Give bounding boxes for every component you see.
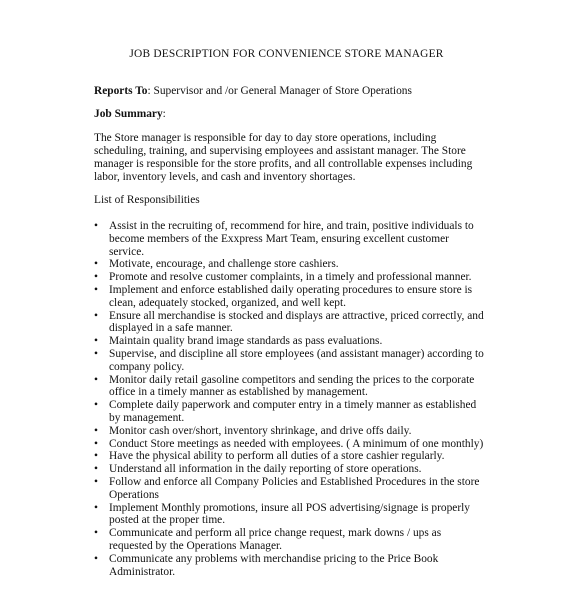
responsibility-text: Monitor daily retail gasoline competitors and sending the prices to the corporate office in a timely manner as established by management. (109, 373, 475, 399)
bullet-icon: • (94, 258, 98, 271)
bullet-icon: • (94, 335, 98, 348)
responsibility-text: Maintain quality brand image standards as pass evaluations. (109, 335, 383, 348)
responsibility-text: Implement Monthly promotions, insure all POS advertising/signage is properly posted at the proper time. (109, 501, 470, 527)
responsibility-item (94, 425, 484, 438)
bullet-icon: • (94, 399, 98, 412)
responsibility-item (94, 335, 484, 348)
bullet-icon: • (94, 373, 98, 386)
responsibility-text: Communicate and perform all price change request, mark downs / ups as requested by the Operations Manager. (109, 527, 442, 552)
responsibility-text: Have the physical ability to perform all duties of a store cashier regularly. (109, 450, 445, 463)
bullet-icon: • (94, 450, 98, 463)
responsibility-item (94, 450, 484, 463)
bullet-icon: • (94, 347, 98, 360)
responsibility-text: Follow and enforce all Company Policies and Established Procedures in the store Operations (109, 475, 480, 501)
responsibility-text: Complete daily paperwork and computer entry in a timely manner as established by management. (109, 399, 477, 424)
document-title: JOB DESCRIPTION FOR CONVENIENCE STORE MANAGER (129, 48, 444, 60)
bullet-icon: • (94, 424, 98, 437)
bullet-icon: • (94, 475, 98, 488)
responsibility-text: Supervise, and discipline all store employees (and assistant manager) according to company policy. (109, 347, 484, 373)
reports-to-label: Reports To (94, 85, 148, 97)
responsibility-text: Implement and enforce established daily operating procedures to ensure store is clean, adequately stocked, organized, and well kept. (109, 283, 473, 309)
job-summary-colon: : (162, 108, 166, 120)
responsibilities-heading: List of Responsibilities (94, 194, 200, 206)
responsibility-item (94, 553, 484, 579)
responsibility-item (94, 271, 484, 284)
responsibility-text: Communicate any problems with merchandise pricing to the Price Book Administrator. (109, 552, 439, 578)
responsibility-text: Monitor cash over/short, inventory shrinkage, and drive offs daily. (109, 424, 412, 437)
job-summary-text: The Store manager is responsible for day to day store operations, including scheduling, training, and supervising employees and assistant manager. The Store manager is responsible for the store profits, and all controllable expenses including labor, inventory levels, and cash and inventory shortages. (94, 132, 473, 183)
responsibility-text: Motivate, encourage, and challenge store cashiers. (109, 258, 339, 271)
bullet-icon: • (94, 501, 98, 514)
responsibility-item (94, 310, 484, 336)
reports-to-value: : Supervisor and /or General Manager of Store Operations (147, 85, 412, 97)
responsibility-item (94, 258, 484, 271)
responsibility-item (94, 399, 484, 425)
bullet-icon: • (94, 220, 98, 232)
bullet-icon: • (94, 552, 98, 565)
responsibilities-list (94, 220, 484, 578)
responsibility-text: Conduct Store meetings as needed with employees. ( A minimum of one monthly) (109, 437, 484, 450)
responsibility-item (94, 476, 484, 502)
responsibility-item (94, 438, 484, 451)
job-summary-label: Job Summary (94, 108, 163, 120)
bullet-icon: • (94, 271, 98, 284)
responsibility-item (94, 348, 484, 374)
responsibility-item (94, 284, 484, 310)
responsibility-item (94, 463, 484, 476)
responsibility-item (94, 374, 484, 400)
bullet-icon: • (94, 309, 98, 322)
responsibility-text: Assist in the recruiting of, recommend for hire, and train, positive individuals to become members of the Exxpress Mart Team, ensuring excellent customer service. (109, 220, 474, 258)
responsibility-text: Understand all information in the daily reporting of store operations. (109, 463, 422, 476)
job-summary-heading (94, 108, 166, 120)
responsibility-item (94, 220, 484, 258)
bullet-icon: • (94, 527, 98, 540)
reports-to-line (94, 85, 412, 97)
bullet-icon: • (94, 463, 98, 476)
responsibility-item (94, 502, 484, 528)
bullet-icon: • (94, 437, 98, 450)
responsibility-item (94, 527, 484, 553)
responsibility-text: Ensure all merchandise is stocked and displays are attractive, priced correctly, and displayed in a safe manner. (109, 309, 484, 335)
responsibility-text: Promote and resolve customer complaints, in a timely and professional manner. (109, 271, 472, 284)
bullet-icon: • (94, 283, 98, 296)
